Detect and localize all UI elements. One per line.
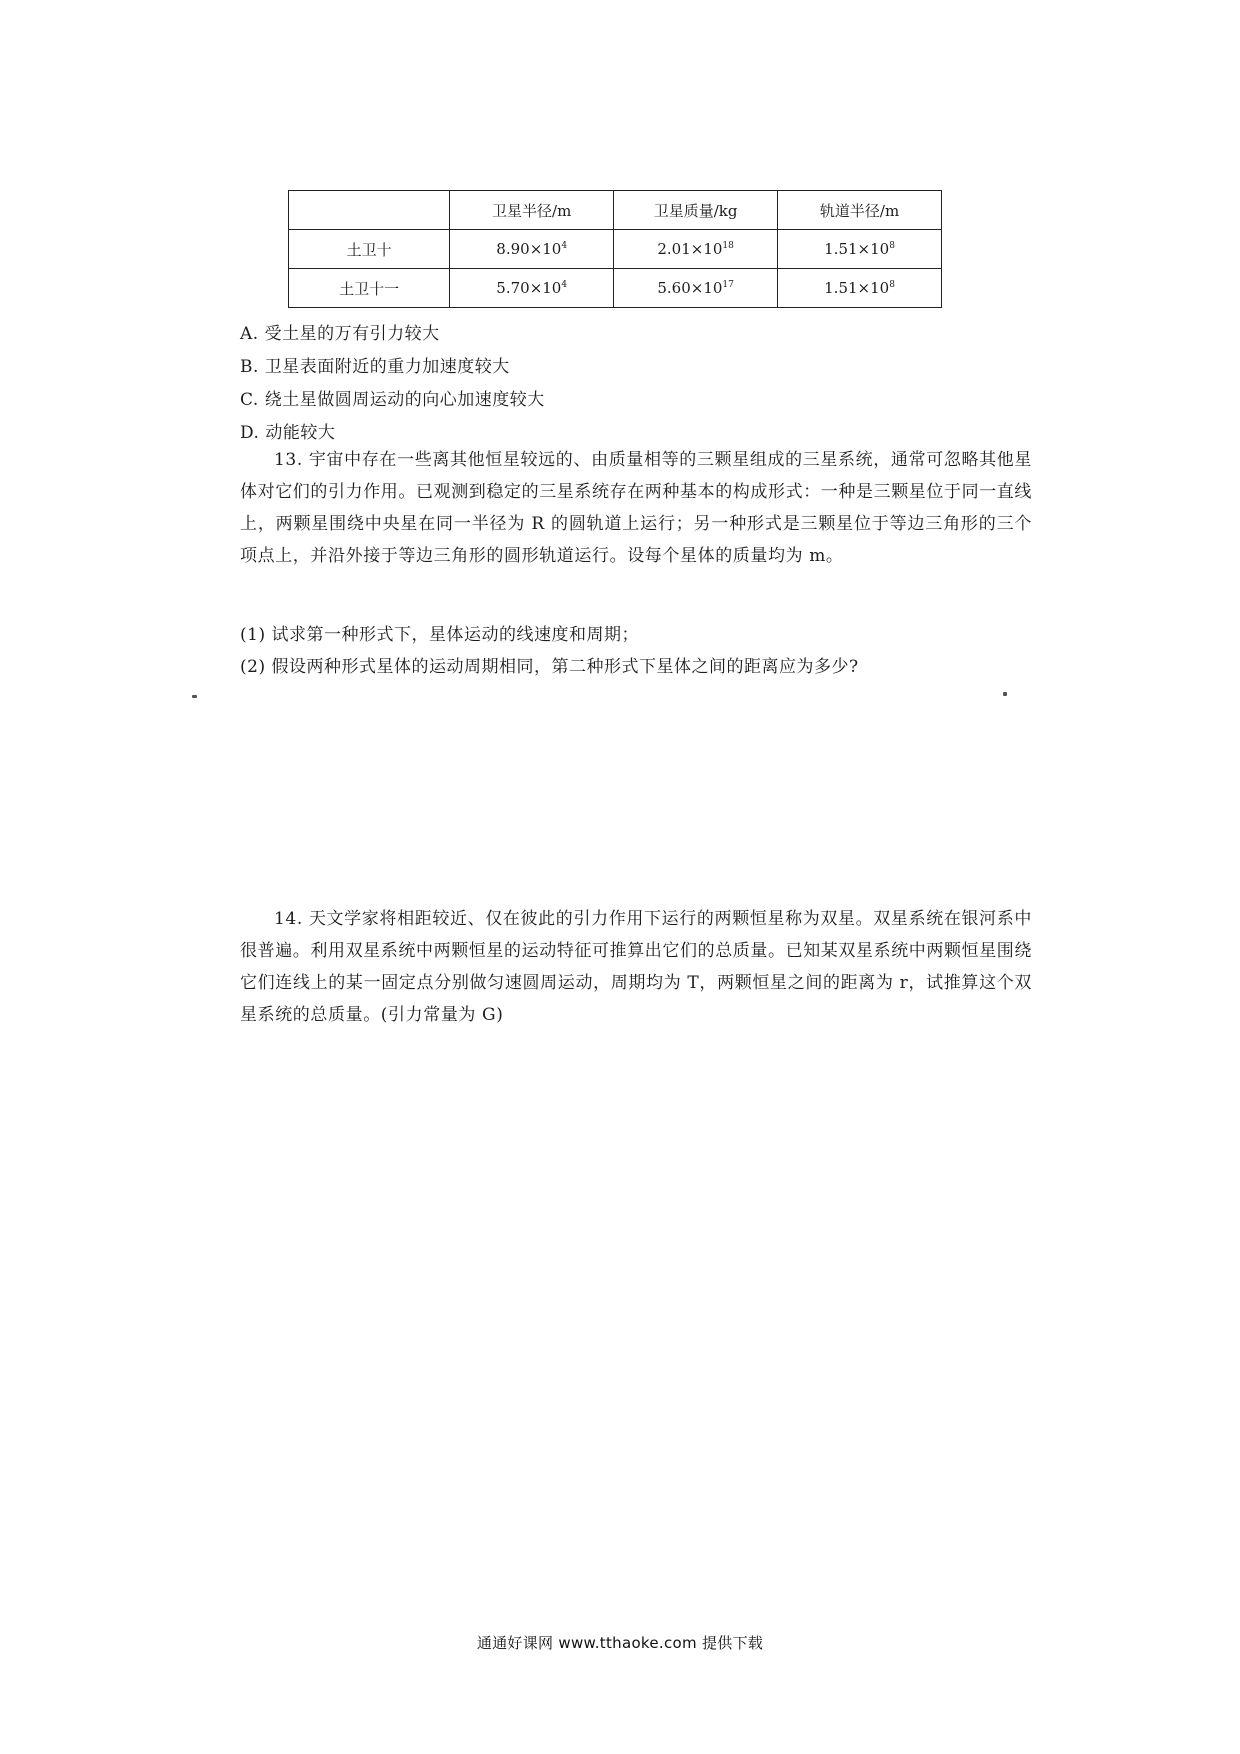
question-13-sub-1: (1) 试求第一种形式下，星体运动的线速度和周期； [240, 625, 639, 645]
table-header-cell [289, 191, 450, 230]
mass-exp: 17 [722, 280, 734, 290]
table-header-cell: 卫星半径/m [450, 191, 614, 230]
radius-base: 8.90×10 [496, 240, 562, 258]
mass-base: 2.01×10 [657, 240, 723, 258]
table-header-row [289, 191, 942, 230]
orbit-exp: 8 [889, 280, 895, 290]
table-cell-radius [450, 269, 614, 308]
table-row [289, 230, 942, 269]
option-c: C. 绕土星做圆周运动的向心加速度较大 [240, 390, 545, 410]
satellite-table-container [288, 190, 942, 308]
option-a: A. 受土星的万有引力较大 [240, 324, 440, 344]
orbit-exp: 8 [889, 241, 895, 251]
radius-base: 5.70×10 [496, 279, 562, 297]
table-cell-radius [450, 230, 614, 269]
orbit-base: 1.51×10 [824, 240, 890, 258]
satellite-table [288, 190, 942, 308]
question-13-sub-2: (2) 假设两种形式星体的运动周期相同，第二种形式下星体之间的距离应为多少? [240, 657, 859, 677]
mass-exp: 18 [722, 241, 734, 251]
table-header-cell: 轨道半径/m [778, 191, 942, 230]
table-cell-mass [614, 269, 778, 308]
table-cell-mass [614, 230, 778, 269]
question-13-text: 13. 宇宙中存在一些离其他恒星较远的、由质量相等的三颗星组成的三星系统，通常可忽略其他星体对它们的引力作用。已观测到稳定的三星系统存在两种基本的构成形式：一种是三颗星位于同一直线上，两颗星围绕中央星在同一半径为 R 的圆轨道上运行；另一种形式是三颗星位于等边三角形的三个项点上，并沿外接于等边三角形的圆形轨道运行。设每个星体的质量均为 m。 [240, 450, 1032, 566]
table-cell-name: 土卫十 [289, 230, 450, 269]
scan-speck [1003, 692, 1007, 696]
mass-base: 5.60×10 [657, 279, 723, 297]
option-b: B. 卫星表面附近的重力加速度较大 [240, 357, 510, 377]
option-d: D. 动能较大 [240, 423, 336, 443]
question-14-text: 14. 天文学家将相距较近、仅在彼此的引力作用下运行的两颗恒星称为双星。双星系统在银河系中很普遍。利用双星系统中两颗恒星的运动特征可推算出它们的总质量。已知某双星系统中两颗恒星围绕它们连线上的某一固定点分别做匀速圆周运动，周期均为 T，两颗恒星之间的距离为 r，试推算这个双星系统的总质量。(引力常量为 G) [240, 909, 1032, 1025]
radius-exp: 4 [561, 280, 568, 290]
scan-speck [192, 695, 197, 698]
table-header-cell: 卫星质量/kg [614, 191, 778, 230]
orbit-base: 1.51×10 [824, 279, 890, 297]
table-cell-orbit [778, 230, 942, 269]
page-footer: 通通好课网 www.tthaoke.com 提供下载 [476, 1634, 764, 1652]
radius-exp: 4 [561, 241, 568, 251]
table-row [289, 269, 942, 308]
table-cell-orbit [778, 269, 942, 308]
table-cell-name: 土卫十一 [289, 269, 450, 308]
